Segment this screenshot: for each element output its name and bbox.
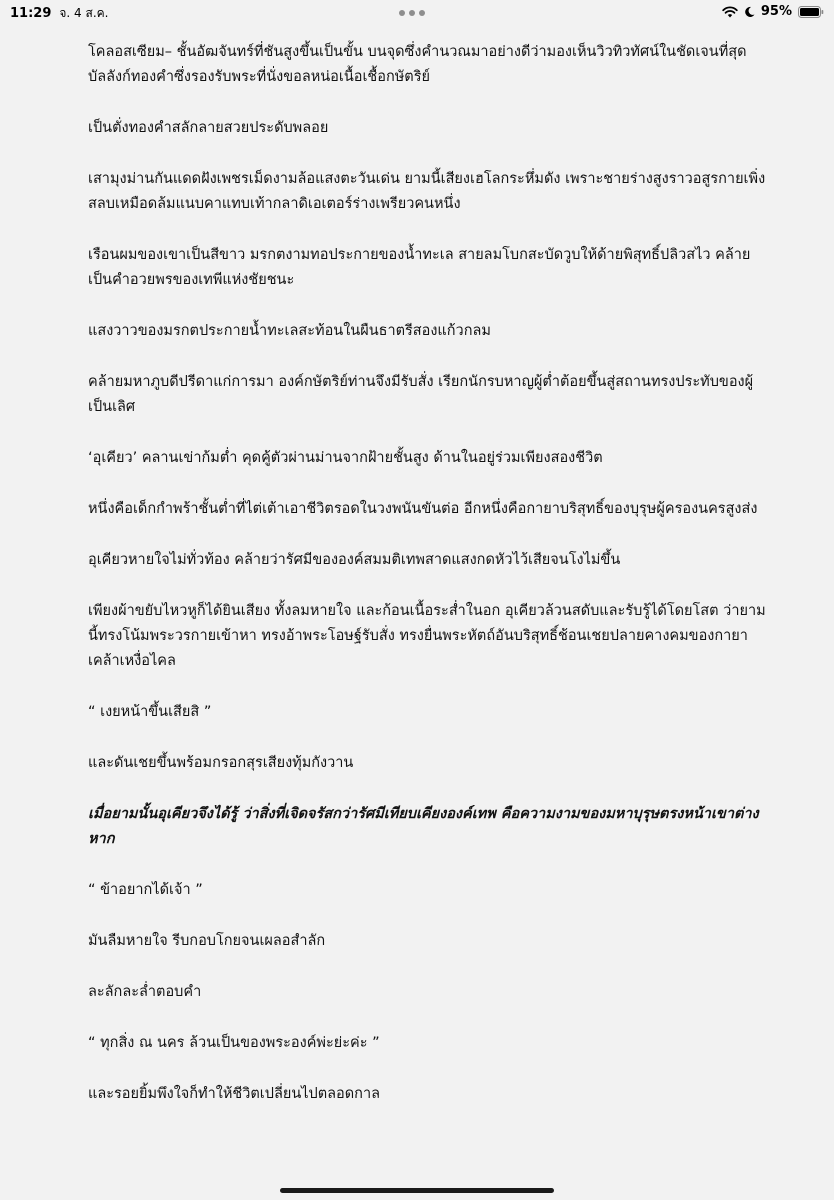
status-left — [10, 4, 108, 23]
document-body — [88, 40, 768, 1133]
paragraph: “ ทุกสิ่ง ณ นคร ล้วนเป็นของพระองค์พ่ะย่ะค่ะ ” — [88, 1035, 380, 1051]
paragraph: ละลักละล่ำตอบคำ — [88, 984, 202, 1000]
paragraph: ‘อุเคียว’ คลานเข่าก้มต่ำ คุดคู้ตัวผ่านม่านจากฝ้ายชั้นสูง ด้านในอยู่ร่วมเพียงสองชีวิต — [88, 450, 603, 466]
status-right — [722, 4, 824, 19]
paragraph-emphasis: เมื่อยามนั้นอุเคียวจึงได้รู้ ว่าสิ่งที่เจิดจรัสกว่ารัศมีเทียบเคียงองค์เทพ คือความงามของมหาบุรุษตรงหน้าเขาต่างหาก — [88, 806, 759, 847]
dot-icon — [409, 10, 415, 16]
home-indicator[interactable] — [280, 1188, 554, 1193]
battery-percentage: 95% — [760, 4, 792, 19]
paragraph: เรือนผมของเขาเป็นสีขาว มรกตงามทอประกายของน้ำทะเล สายลมโบกสะบัดวูบให้ด้ายพิสุทธิ์ปลิวสไว คล้ายเป็นคำอวยพรของเทพีแห่งชัยชนะ — [88, 247, 751, 288]
paragraph: โคลอสเซียม– ชั้นอัฒจันทร์ที่ชันสูงขึ้นเป็นขั้น บนจุดซึ่งคำนวณมาอย่างดีว่ามองเห็นวิวทิวทัศน์ในชัดเจนที่สุด บัลลังก์ทองคำซึ่งรองรับพระที่นั่งขอลหน่อเนื้อเชื้อกษัตริย์ — [88, 44, 747, 85]
multitasking-dots-icon[interactable] — [399, 10, 425, 16]
paragraph: เสามุงม่านกันแดดฝังเพชรเม็ดงามล้อแสงตะวันเด่น ยามนี้เสียงเฮโลกระหึ่มดัง เพราะชายร่างสูงราวอสูรกายเพิ่งสลบเหมือดล้มแนบคาแทบเท้ากลาดิเอเตอร์ร่างเพรียวคนหนึ่ง — [88, 171, 766, 212]
wifi-icon — [722, 6, 738, 18]
dot-icon — [399, 10, 405, 16]
paragraph: มันลืมหายใจ รีบกอบโกยจนเผลอสำลัก — [88, 933, 326, 949]
paragraph: อุเคียวหายใจไม่ทั่วท้อง คล้ายว่ารัศมีขององค์สมมติเทพสาดแสงกดหัวไว้เสียจนโงไม่ขึ้น — [88, 552, 621, 568]
paragraph: คล้ายมหาภูบดีปรีดาแก่การมา องค์กษัตริย์ท่านจึงมีรับสั่ง เรียกนักรบหาญผู้ต่ำต้อยขึ้นสู่สถานทรงประทับของผู้เป็นเลิศ — [88, 374, 754, 415]
status-time: 11:29 — [10, 6, 52, 21]
paragraph: แสงวาวของมรกตประกายน้ำทะเลสะท้อนในผืนธาตรีสองแก้วกลม — [88, 323, 491, 339]
moon-icon — [744, 6, 755, 18]
paragraph: เพียงผ้าขยับไหวหูก็ได้ยินเสียง ทั้งลมหายใจ และก้อนเนื้อระส่ำในอก อุเคียวล้วนสดับและรับรู้ได้โดยโสต ว่ายามนี้ทรงโน้มพระวรกายเข้าหา ทรงอ้าพระโอษฐ์รับสั่ง ทรงยื่นพระหัตถ์อันบริสุทธิ์ช้อนเชยปลายคางคมของกายาเคล้าเหงื่อไคล — [88, 603, 766, 669]
paragraph: “ เงยหน้าขึ้นเสียสิ ” — [88, 704, 212, 720]
status-bar — [0, 0, 834, 24]
paragraph: หนึ่งคือเด็กกำพร้าชั้นต่ำที่ไต่เต้าเอาชีวิตรอดในวงพนันขันต่อ อีกหนึ่งคือกายาบริสุทธิ์ของบุรุษผู้ครองนครสูงส่ง — [88, 501, 758, 517]
status-date: จ. 4 ส.ค. — [59, 6, 109, 20]
paragraph: และดันเชยขึ้นพร้อมกรอกสุรเสียงทุ้มกังวาน — [88, 755, 354, 771]
paragraph: และรอยยิ้มพึงใจก็ทำให้ชีวิตเปลี่ยนไปตลอดกาล — [88, 1086, 380, 1102]
paragraph: “ ข้าอยากได้เจ้า ” — [88, 882, 203, 898]
battery-icon — [798, 6, 824, 18]
dot-icon — [419, 10, 425, 16]
paragraph: เป็นตั่งทองคำสลักลายสวยประดับพลอย — [88, 120, 329, 136]
